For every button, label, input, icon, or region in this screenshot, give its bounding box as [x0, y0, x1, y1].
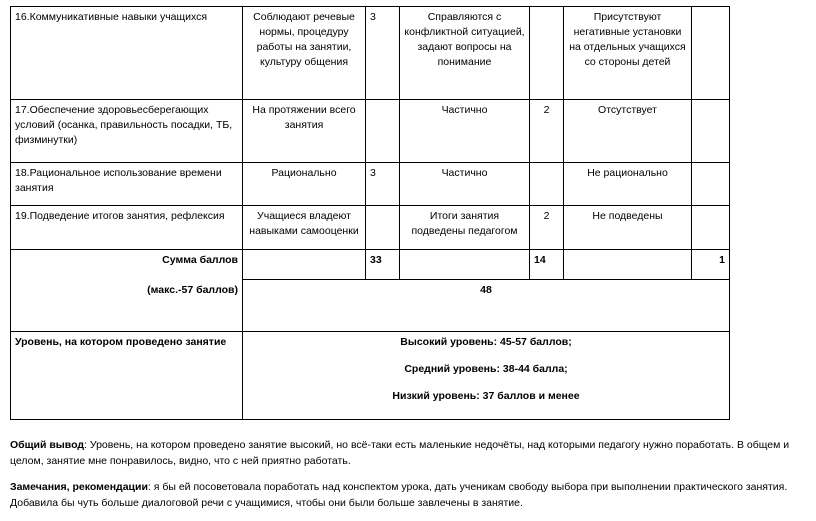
mid-desc-cell: Частично: [400, 163, 530, 206]
level-row: [11, 332, 730, 420]
low-desc-cell: Присутствуют негативные установки на отдельных учащихся со стороны детей: [564, 7, 692, 100]
high-score-cell: 3: [366, 7, 400, 100]
conclusion-text: : Уровень, на котором проведено занятие высокий, но всё-таки есть маленькие недочёты, над которыми педагогу нужно поработать. В общем и целом, занятие мне понравилось, видно, что с ней приятно работать.: [10, 439, 790, 467]
mid-total-cell: 14: [530, 250, 564, 280]
high-desc-cell: Соблюдают речевые нормы, процедуру работы на занятии, культуру общения: [243, 7, 366, 100]
low-score-cell: [692, 100, 730, 163]
sum-label: Сумма баллов: [162, 254, 238, 266]
conclusion-paragraph: [10, 437, 810, 469]
level-label-cell: Уровень, на котором проведено занятие: [11, 332, 243, 420]
high-score-cell: [366, 206, 400, 250]
sum-row: [11, 250, 730, 280]
low-score-cell: [692, 7, 730, 100]
mid-desc-cell: Частично: [400, 100, 530, 163]
criterion-cell: 16.Коммуникативные навыки учащихся: [11, 7, 243, 100]
high-score-cell: [366, 100, 400, 163]
level-high: Высокий уровень: 45-57 баллов;: [400, 336, 572, 348]
level-ranges-cell: [243, 332, 730, 420]
low-score-cell: [692, 206, 730, 250]
mid-score-cell: 2: [530, 100, 564, 163]
low-desc-cell: Не подведены: [564, 206, 692, 250]
level-low: Низкий уровень: 37 баллов и менее: [392, 390, 580, 402]
low-desc-cell: Отсутствует: [564, 100, 692, 163]
sum-max-label: (макс.-57 баллов): [147, 284, 238, 296]
table-row: [11, 163, 730, 206]
remarks-text: : я бы ей посоветовала поработать над конспектом урока, дать ученикам свободу выбора при выполнении практического занятия. Добавила бы чуть больше диалоговой речи с учащимися, чтобы они были больше завлечены в занятие.: [10, 481, 788, 509]
mid-desc-cell: Справляются с конфликтной ситуацией, задают вопросы на понимание: [400, 7, 530, 100]
empty-cell: [400, 250, 530, 280]
mid-score-cell: [530, 7, 564, 100]
mid-score-cell: 2: [530, 206, 564, 250]
conclusion-label: Общий вывод: [10, 439, 85, 451]
grand-total-cell: 48: [243, 280, 730, 332]
criterion-cell: 18.Рациональное использование времени занятия: [11, 163, 243, 206]
empty-cell: [564, 250, 692, 280]
evaluation-table: [10, 6, 730, 420]
table-row: [11, 206, 730, 250]
high-score-cell: 3: [366, 163, 400, 206]
remarks-paragraph: [10, 479, 810, 511]
high-total-cell: 33: [366, 250, 400, 280]
criterion-cell: 19.Подведение итогов занятия, рефлексия: [11, 206, 243, 250]
sum-label-cell: [11, 250, 243, 332]
level-mid: Средний уровень: 38-44 балла;: [404, 363, 568, 375]
criterion-cell: 17.Обеспечение здоровьесберегающих условий (осанка, правильность посадки, ТБ, физминутки): [11, 100, 243, 163]
low-total-cell: 1: [692, 250, 730, 280]
high-desc-cell: Рационально: [243, 163, 366, 206]
high-desc-cell: На протяжении всего занятия: [243, 100, 366, 163]
mid-desc-cell: Итоги занятия подведены педагогом: [400, 206, 530, 250]
table-row: [11, 7, 730, 100]
table-row: [11, 100, 730, 163]
remarks-label: Замечания, рекомендации: [10, 481, 148, 493]
low-desc-cell: Не рационально: [564, 163, 692, 206]
mid-score-cell: [530, 163, 564, 206]
empty-cell: [243, 250, 366, 280]
notes-section: [10, 437, 810, 521]
high-desc-cell: Учащиеся владеют навыками самооценки: [243, 206, 366, 250]
low-score-cell: [692, 163, 730, 206]
